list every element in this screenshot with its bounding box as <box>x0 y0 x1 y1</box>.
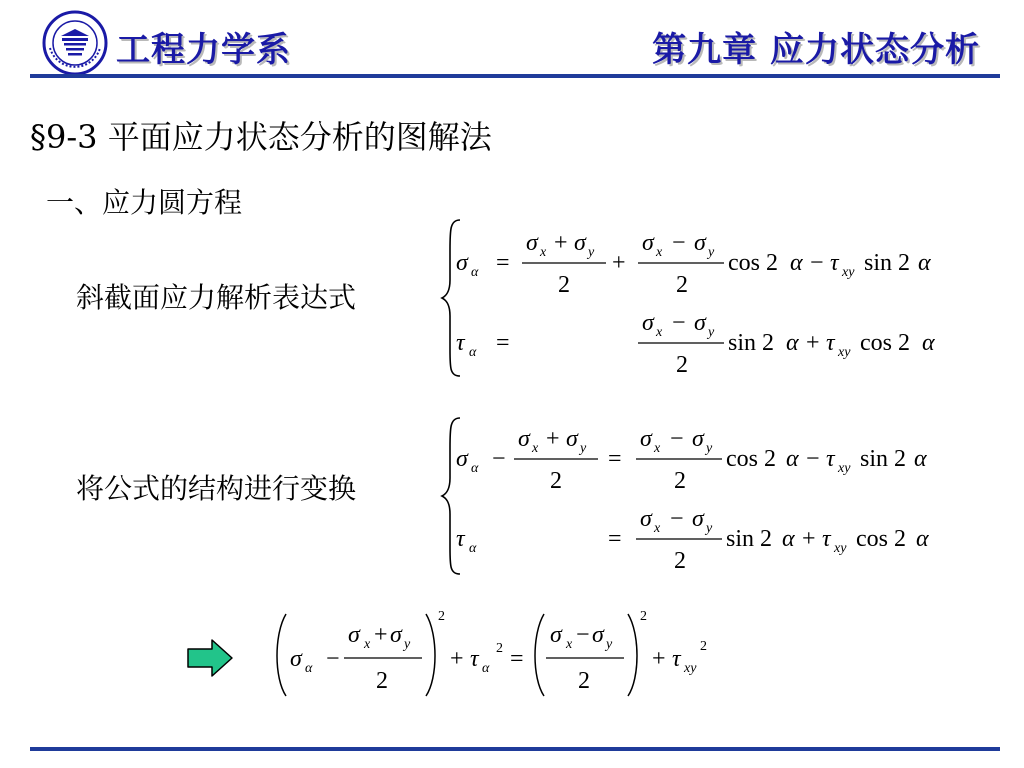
plus-sign: + <box>450 646 464 672</box>
denominator-two: 2 <box>676 272 688 298</box>
cos-2-term: cos 2 <box>728 250 778 276</box>
minus-sign: − <box>806 446 820 472</box>
section-subtitle: 一、应力圆方程 <box>46 186 243 219</box>
square-exponent: 2 <box>496 641 503 656</box>
plus-sign: + <box>374 622 388 648</box>
sigma-symbol: σ <box>642 310 654 336</box>
alpha-symbol: α <box>786 446 799 472</box>
tau-symbol: τ <box>830 250 839 276</box>
tau-symbol: τ <box>456 526 465 552</box>
cos-2-term: cos 2 <box>860 330 910 356</box>
sigma-symbol: σ <box>640 506 652 532</box>
x-subscript: x <box>364 637 371 652</box>
sigma-symbol: σ <box>566 426 578 452</box>
xy-subscript: xy <box>838 461 851 476</box>
transform-label: 将公式的结构进行变换 <box>76 472 357 505</box>
square-exponent: 2 <box>438 609 445 624</box>
y-subscript: y <box>708 325 715 340</box>
x-subscript: x <box>656 325 663 340</box>
xy-subscript: xy <box>842 265 855 280</box>
equals-sign: = <box>496 330 510 356</box>
y-subscript: y <box>706 521 713 536</box>
stress-circle-equation <box>270 600 720 705</box>
xy-subscript: xy <box>684 661 697 676</box>
alpha-symbol: α <box>922 330 935 356</box>
alpha-subscript: α <box>469 541 477 556</box>
sigma-symbol: σ <box>518 426 530 452</box>
sigma-symbol: σ <box>692 506 704 532</box>
square-exponent: 2 <box>640 609 647 624</box>
y-subscript: y <box>580 441 587 456</box>
minus-sign: − <box>672 310 686 336</box>
oblique-stress-equations <box>440 210 960 385</box>
section-title: §9-3 平面应力状态分析的图解法 <box>30 118 492 156</box>
alpha-symbol: α <box>782 526 795 552</box>
x-subscript: x <box>566 637 573 652</box>
denominator-two: 2 <box>674 468 686 494</box>
denominator-two: 2 <box>676 352 688 378</box>
y-subscript: y <box>606 637 613 652</box>
plus-sign: + <box>554 230 568 256</box>
y-subscript: y <box>404 637 411 652</box>
y-subscript: y <box>588 245 595 260</box>
alpha-subscript: α <box>482 661 490 676</box>
department-name: 工程力学系 <box>116 30 291 70</box>
right-arrow-icon <box>186 638 234 678</box>
sigma-symbol: σ <box>550 622 562 648</box>
sigma-symbol: σ <box>574 230 586 256</box>
alpha-subscript: α <box>471 461 479 476</box>
x-subscript: x <box>656 245 663 260</box>
plus-sign: + <box>806 330 820 356</box>
tau-symbol: τ <box>822 526 831 552</box>
tau-symbol: τ <box>672 646 681 672</box>
denominator-two: 2 <box>578 668 590 694</box>
equals-sign: = <box>608 526 622 552</box>
denominator-two: 2 <box>376 668 388 694</box>
sigma-symbol: σ <box>694 230 706 256</box>
minus-sign: − <box>492 446 506 472</box>
y-subscript: y <box>708 245 715 260</box>
equals-sign: = <box>608 446 622 472</box>
tau-symbol: τ <box>826 330 835 356</box>
plus-sign: + <box>652 646 666 672</box>
equals-sign: = <box>510 646 524 672</box>
alpha-subscript: α <box>469 345 477 360</box>
plus-sign: + <box>546 426 560 452</box>
transformed-equations <box>440 408 960 583</box>
x-subscript: x <box>654 521 661 536</box>
sin-2-term: sin 2 <box>864 250 911 276</box>
denominator-two: 2 <box>550 468 562 494</box>
denominator-two: 2 <box>558 272 570 298</box>
xy-subscript: xy <box>834 541 847 556</box>
alpha-symbol: α <box>918 250 931 276</box>
plus-sign: + <box>802 526 816 552</box>
university-seal-icon <box>42 10 108 76</box>
sigma-symbol: σ <box>456 250 468 276</box>
tau-symbol: τ <box>826 446 835 472</box>
x-subscript: x <box>532 441 539 456</box>
tau-symbol: τ <box>470 646 479 672</box>
alpha-subscript: α <box>305 661 313 676</box>
x-subscript: x <box>654 441 661 456</box>
oblique-stress-label: 斜截面应力解析表达式 <box>76 281 357 314</box>
sigma-symbol: σ <box>642 230 654 256</box>
alpha-symbol: α <box>786 330 799 356</box>
sigma-symbol: σ <box>592 622 604 648</box>
footer-divider <box>30 747 1000 751</box>
sin-2-term: sin 2 <box>728 330 775 356</box>
sigma-symbol: σ <box>526 230 538 256</box>
chapter-title: 第九章 应力状态分析 <box>652 30 980 70</box>
alpha-symbol: α <box>914 446 927 472</box>
header-divider <box>30 74 1000 78</box>
sigma-symbol: σ <box>348 622 360 648</box>
alpha-subscript: α <box>471 265 479 280</box>
xy-subscript: xy <box>838 345 851 360</box>
square-exponent: 2 <box>700 639 707 654</box>
cos-2-term: cos 2 <box>726 446 776 472</box>
alpha-symbol: α <box>790 250 803 276</box>
x-subscript: x <box>540 245 547 260</box>
sigma-symbol: σ <box>390 622 402 648</box>
minus-sign: − <box>576 622 590 648</box>
sin-2-term: sin 2 <box>726 526 773 552</box>
alpha-symbol: α <box>916 526 929 552</box>
plus-sign: + <box>612 250 626 276</box>
equals-sign: = <box>496 250 510 276</box>
minus-sign: − <box>670 506 684 532</box>
sin-2-term: sin 2 <box>860 446 907 472</box>
tau-symbol: τ <box>456 330 465 356</box>
cos-2-term: cos 2 <box>856 526 906 552</box>
minus-sign: − <box>672 230 686 256</box>
sigma-symbol: σ <box>290 646 302 672</box>
y-subscript: y <box>706 441 713 456</box>
sigma-symbol: σ <box>456 446 468 472</box>
denominator-two: 2 <box>674 548 686 574</box>
minus-sign: − <box>326 646 340 672</box>
sigma-symbol: σ <box>694 310 706 336</box>
minus-sign: − <box>670 426 684 452</box>
sigma-symbol: σ <box>692 426 704 452</box>
sigma-symbol: σ <box>640 426 652 452</box>
minus-sign: − <box>810 250 824 276</box>
